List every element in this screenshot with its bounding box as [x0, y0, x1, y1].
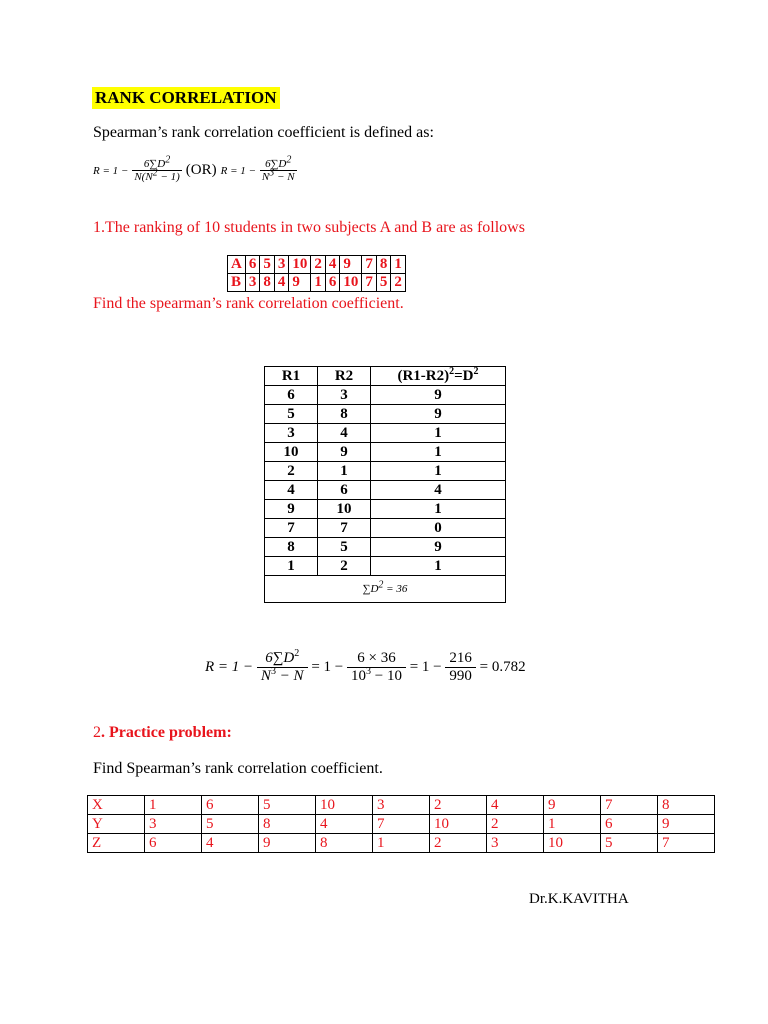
table-cell: 5	[601, 834, 658, 853]
author-signature: Dr.K.KAVITHA	[529, 891, 629, 907]
result-fraction-3: $\frac{216}{990}$	[445, 650, 476, 685]
table-cell: 2	[311, 256, 326, 274]
table-cell: 1	[391, 256, 406, 274]
table-row	[265, 462, 506, 481]
or-label: (OR)	[185, 162, 217, 179]
table-cell: 1	[371, 424, 506, 443]
table-row	[88, 815, 715, 834]
result-value: = 0.782	[479, 658, 526, 675]
table-row	[265, 405, 506, 424]
table-row	[265, 538, 506, 557]
table-cell: 7	[265, 519, 318, 538]
result-formula	[205, 650, 526, 685]
table-cell: 9	[318, 443, 371, 462]
table-cell: 7	[362, 256, 377, 274]
practice-number: 2	[93, 724, 101, 741]
table-cell: 8	[265, 538, 318, 557]
table-cell: 9	[371, 538, 506, 557]
ranking-table	[227, 255, 406, 292]
table-row	[265, 386, 506, 405]
table-cell: 3	[274, 256, 289, 274]
table-cell: 4	[318, 424, 371, 443]
table-cell: 10	[318, 500, 371, 519]
table-cell: 5	[376, 274, 391, 292]
table-cell: 2	[265, 462, 318, 481]
result-fraction-2: $\frac{6 \times 36}{10^3 - 10}$	[347, 650, 406, 685]
table-cell: 4	[487, 796, 544, 815]
table-cell: 7	[318, 519, 371, 538]
table-cell: 1	[544, 815, 601, 834]
table-cell: 9	[340, 256, 362, 274]
table-cell: 6	[318, 481, 371, 500]
header-r1: R1	[265, 367, 318, 386]
table-cell: 6	[202, 796, 259, 815]
table-cell: 2	[318, 557, 371, 576]
table-cell: 6	[145, 834, 202, 853]
practice-label: . Practice problem:	[101, 724, 232, 741]
table-cell: 8	[259, 815, 316, 834]
table-cell: 3	[373, 796, 430, 815]
table-cell: 1	[265, 557, 318, 576]
table-cell: 10	[340, 274, 362, 292]
page-title: RANK CORRELATION	[92, 87, 280, 109]
table-cell: Y	[88, 815, 145, 834]
table-cell: 2	[487, 815, 544, 834]
table-row	[88, 796, 715, 815]
table-cell: 10	[289, 256, 311, 274]
table-cell: 10	[265, 443, 318, 462]
table-cell: 0	[371, 519, 506, 538]
table-row	[228, 256, 406, 274]
table-cell: 6	[265, 386, 318, 405]
table-cell: 4	[265, 481, 318, 500]
table-cell: 9	[259, 834, 316, 853]
equals-2: = 1 −	[409, 658, 442, 675]
formula-fraction-2: $\frac{6\sum D^2}{N^3 - N}$	[261, 154, 295, 183]
table-cell: 2	[430, 796, 487, 815]
table-cell: 5	[260, 256, 275, 274]
table-cell: 2	[430, 834, 487, 853]
table-cell: 8	[658, 796, 715, 815]
table-cell: 5	[202, 815, 259, 834]
table-cell: 9	[658, 815, 715, 834]
table-cell: 3	[245, 274, 260, 292]
sum-d-squared: $\sum D^2 = 36$	[265, 576, 506, 603]
table-cell: 1	[371, 557, 506, 576]
table-cell: 10	[544, 834, 601, 853]
table-cell: 5	[318, 538, 371, 557]
formula-lhs-2: R = 1 −	[220, 165, 256, 178]
table-cell: 1	[318, 462, 371, 481]
table-cell: 4	[274, 274, 289, 292]
practice-heading	[93, 724, 232, 742]
table-cell: B	[228, 274, 246, 292]
table-cell: 10	[316, 796, 373, 815]
table-cell: 3	[265, 424, 318, 443]
header-d-squared: $(R1-R2)^2=D^2$	[371, 367, 506, 386]
practice-table	[87, 795, 715, 853]
intro-text: Spearman’s rank correlation coefficient is defined as:	[93, 124, 434, 141]
header-r2: R2	[318, 367, 371, 386]
table-cell: 4	[316, 815, 373, 834]
table-cell: 1	[373, 834, 430, 853]
table-cell: 7	[373, 815, 430, 834]
formula-lhs: R = 1 −	[93, 165, 129, 178]
table-cell: 6	[245, 256, 260, 274]
table-cell: 6	[601, 815, 658, 834]
calculation-table	[264, 366, 506, 603]
table-cell: 7	[601, 796, 658, 815]
table-cell: 6	[325, 274, 340, 292]
find-instruction-2: Find Spearman’s rank correlation coefficient.	[93, 760, 383, 777]
table-row	[265, 481, 506, 500]
table-cell: 10	[430, 815, 487, 834]
table-row	[265, 500, 506, 519]
table-cell: 1	[311, 274, 326, 292]
result-fraction-1: $\frac{6\sum D^2}{N^3 - N}$	[257, 650, 308, 685]
table-cell: 4	[325, 256, 340, 274]
find-instruction-1: Find the spearman’s rank correlation coefficient.	[93, 295, 404, 312]
table-cell: 1	[371, 443, 506, 462]
table-row	[88, 834, 715, 853]
table-row	[265, 443, 506, 462]
table-row	[265, 424, 506, 443]
equals-1: = 1 −	[311, 658, 344, 675]
table-cell: 1	[145, 796, 202, 815]
table-cell: 8	[376, 256, 391, 274]
result-lhs: R = 1 −	[205, 658, 254, 675]
table-cell: 9	[371, 386, 506, 405]
table-cell: 8	[316, 834, 373, 853]
table-cell: 7	[362, 274, 377, 292]
table-cell: 9	[289, 274, 311, 292]
table-cell: 8	[318, 405, 371, 424]
table-cell: 3	[318, 386, 371, 405]
table-cell: A	[228, 256, 246, 274]
problem-1-text: 1.The ranking of 10 students in two subjects A and B are as follows	[93, 219, 525, 236]
table-cell: 5	[265, 405, 318, 424]
table-row	[228, 274, 406, 292]
table-cell: 1	[371, 462, 506, 481]
table-cell: 7	[658, 834, 715, 853]
table-cell: 3	[145, 815, 202, 834]
table-cell: Z	[88, 834, 145, 853]
table-cell: 5	[259, 796, 316, 815]
table-cell: 4	[202, 834, 259, 853]
formula-fraction-1: $\frac{6\sum D^2}{N(N^2 - 1)}$	[134, 154, 180, 183]
table-row	[265, 557, 506, 576]
table-cell: 4	[371, 481, 506, 500]
table-cell: 1	[371, 500, 506, 519]
spearman-formula	[93, 154, 297, 183]
table-cell: 3	[487, 834, 544, 853]
table-row	[265, 519, 506, 538]
table-cell: 8	[260, 274, 275, 292]
table-cell: X	[88, 796, 145, 815]
table-cell: 2	[391, 274, 406, 292]
table-cell: 9	[371, 405, 506, 424]
table-cell: 9	[544, 796, 601, 815]
table-cell: 9	[265, 500, 318, 519]
